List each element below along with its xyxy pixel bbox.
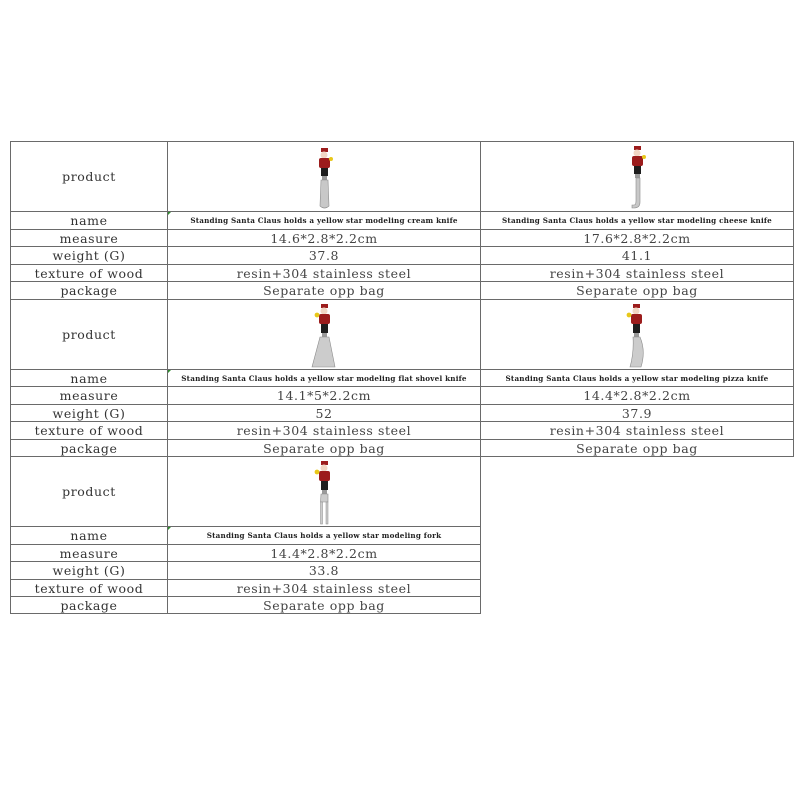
- product-measure: 14.6*2.8*2.2cm: [167, 229, 481, 247]
- row-label-product: product: [10, 141, 168, 212]
- row-label-weight: weight (G): [10, 404, 168, 422]
- row-label-package: package: [10, 596, 168, 614]
- product-weight: 37.9: [480, 404, 794, 422]
- fork-icon: [304, 458, 344, 526]
- product-texture: resin+304 stainless steel: [167, 579, 481, 597]
- product-package: Separate opp bag: [480, 439, 794, 457]
- row-label-measure: measure: [10, 544, 168, 562]
- row-label-measure: measure: [10, 386, 168, 405]
- row-label-package: package: [10, 281, 168, 300]
- product-measure: 14.4*2.8*2.2cm: [167, 544, 481, 562]
- product-image-cell: [167, 299, 481, 370]
- comment-marker: [168, 527, 171, 530]
- flat-shovel-knife-icon: [302, 301, 346, 369]
- row-label-name: name: [10, 526, 168, 545]
- product-weight: 37.8: [167, 246, 481, 265]
- product-weight: 41.1: [480, 246, 794, 265]
- row-label-weight: weight (G): [10, 246, 168, 265]
- comment-marker: [168, 212, 171, 215]
- row-label-texture: texture of wood: [10, 421, 168, 440]
- cheese-knife-icon: [617, 144, 657, 210]
- product-name: Standing Santa Claus holds a yellow star modeling flat shovel knife: [167, 369, 481, 387]
- product-image-cell: [480, 299, 794, 370]
- product-texture: resin+304 stainless steel: [480, 421, 794, 440]
- product-texture: resin+304 stainless steel: [167, 421, 481, 440]
- product-measure: 14.1*5*2.2cm: [167, 386, 481, 405]
- product-image-cell: [167, 141, 481, 212]
- product-package: Separate opp bag: [480, 281, 794, 300]
- product-image-cell: [480, 141, 794, 212]
- product-package: Separate opp bag: [167, 439, 481, 457]
- row-label-weight: weight (G): [10, 561, 168, 580]
- product-name: Standing Santa Claus holds a yellow star modeling cheese knife: [480, 211, 794, 230]
- row-label-product: product: [10, 456, 168, 527]
- product-measure: 14.4*2.8*2.2cm: [480, 386, 794, 405]
- row-label-name: name: [10, 211, 168, 230]
- product-texture: resin+304 stainless steel: [480, 264, 794, 282]
- row-label-name: name: [10, 369, 168, 387]
- row-label-package: package: [10, 439, 168, 457]
- product-texture: resin+304 stainless steel: [167, 264, 481, 282]
- product-name: Standing Santa Claus holds a yellow star modeling pizza knife: [480, 369, 794, 387]
- product-name: Standing Santa Claus holds a yellow star modeling cream knife: [167, 211, 481, 230]
- product-name: Standing Santa Claus holds a yellow star modeling fork: [167, 526, 481, 545]
- product-package: Separate opp bag: [167, 596, 481, 614]
- product-measure: 17.6*2.8*2.2cm: [480, 229, 794, 247]
- pizza-knife-icon: [615, 301, 659, 369]
- row-label-texture: texture of wood: [10, 579, 168, 597]
- product-package: Separate opp bag: [167, 281, 481, 300]
- comment-marker: [168, 370, 171, 373]
- row-label-texture: texture of wood: [10, 264, 168, 282]
- product-weight: 33.8: [167, 561, 481, 580]
- cream-knife-icon: [304, 144, 344, 210]
- row-label-measure: measure: [10, 229, 168, 247]
- product-image-cell: [167, 456, 481, 527]
- product-weight: 52: [167, 404, 481, 422]
- row-label-product: product: [10, 299, 168, 370]
